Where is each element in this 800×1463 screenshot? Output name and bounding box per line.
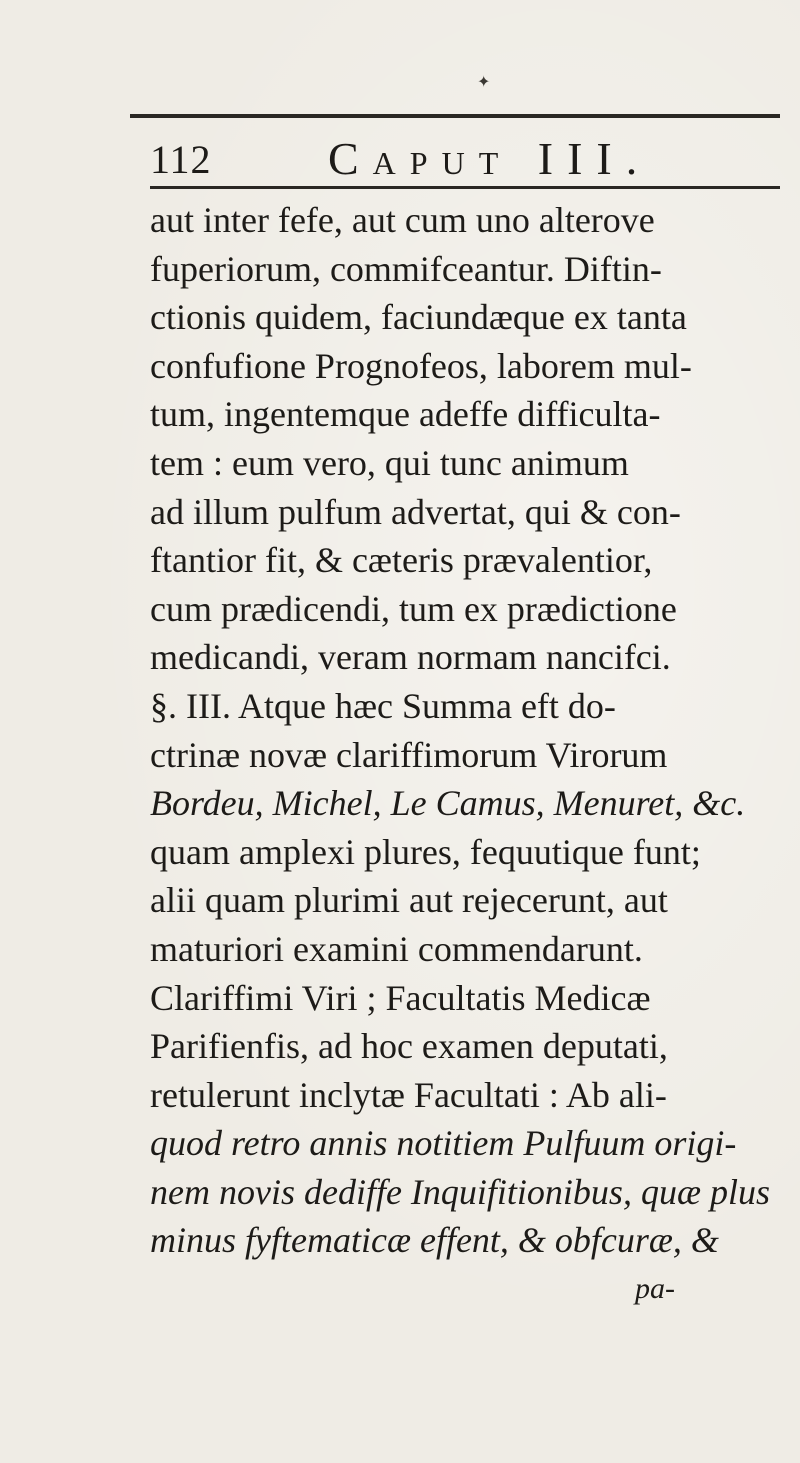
text-line: cum prædicendi, tum ex prædictione bbox=[150, 588, 677, 629]
running-head: Caput III. bbox=[328, 133, 652, 184]
italic-quote-line: minus fyftematicæ effent, & obfcuræ, & bbox=[150, 1220, 719, 1261]
text-line: quam amplexi plures, fequutique funt; bbox=[150, 831, 701, 872]
text-line: ctrinæ novæ clariffimorum Virorum bbox=[150, 734, 668, 775]
text-line: medicandi, veram normam nancifci. bbox=[150, 637, 671, 678]
text-line: Parifienfis, ad hoc examen deputati, bbox=[150, 1026, 668, 1067]
text-line: Clariffimi Viri ; Facultatis Medicæ bbox=[150, 977, 651, 1018]
top-rule bbox=[130, 114, 780, 118]
italic-names-line: Bordeu, Michel, Le Camus, Menuret, &c. bbox=[150, 783, 746, 824]
header-rule bbox=[150, 186, 780, 189]
text-line: tem : eum vero, qui tunc animum bbox=[150, 442, 629, 483]
italic-quote-line: quod retro annis notitiem Pulfuum origi- bbox=[150, 1123, 737, 1164]
text-line: ad illum pulfum advertat, qui & con- bbox=[150, 491, 681, 532]
text-line: alii quam plurimi aut rejecerunt, aut bbox=[150, 880, 668, 921]
text-line: retulerunt inclytæ Facultati : Ab ali- bbox=[150, 1074, 667, 1115]
body-text bbox=[150, 196, 790, 1314]
catchword: pa- bbox=[635, 1272, 675, 1306]
text-line: ctionis quidem, faciundæque ex tanta bbox=[150, 297, 687, 338]
text-line: aut inter fefe, aut cum uno alterove bbox=[150, 200, 655, 240]
italic-quote-line: nem novis dediffe Inquifitionibus, quæ plus bbox=[150, 1171, 770, 1212]
text-line: confufione Prognofeos, laborem mul- bbox=[150, 345, 692, 386]
text-line: maturiori examini commendarunt. bbox=[150, 928, 643, 969]
text-line: ftantior fit, & cæteris prævalentior, bbox=[150, 540, 653, 581]
page-number: 112 bbox=[150, 137, 212, 182]
text-line: fuperiorum, commifceantur. Diftin- bbox=[150, 248, 662, 289]
section-line: §. III. Atque hæc Summa eft do- bbox=[150, 685, 616, 726]
page-header bbox=[150, 128, 790, 188]
printer-mark: ✦ bbox=[477, 74, 491, 91]
text-line: tum, ingentemque adeffe difficulta- bbox=[150, 394, 661, 435]
